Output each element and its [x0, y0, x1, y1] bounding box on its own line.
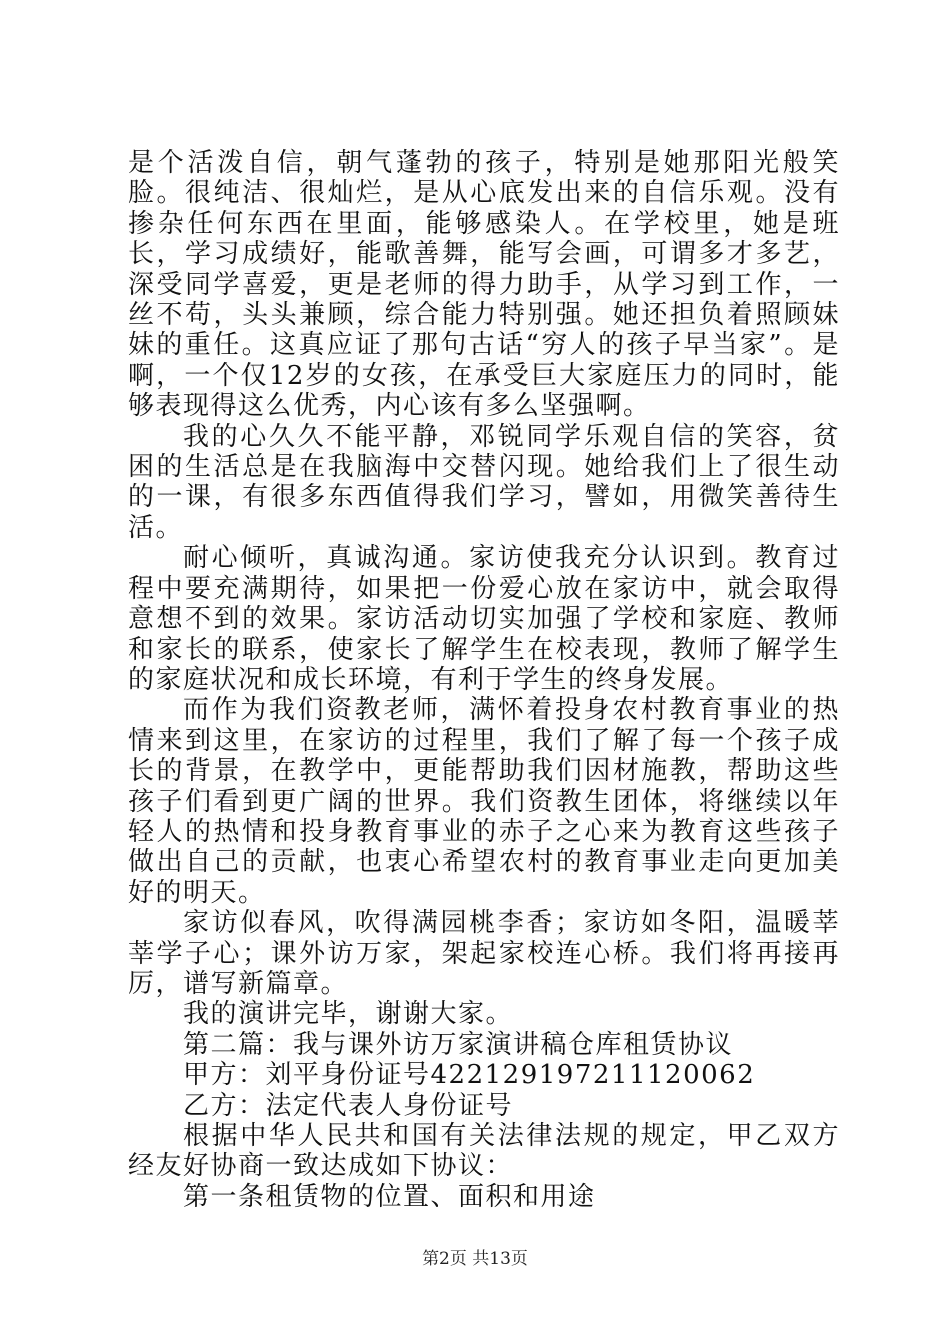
paragraph: 耐心倾听，真诚沟通。家访使我充分认识到。教育过程中要充满期待，如果把一份爱心放在家访中，就会取得意想不到的效果。家访活动切实加强了学校和家庭、教师和家长的联系，使家长了解学生在校表现，教师了解学生的家庭状况和成长环境，有利于学生的终身发展。 [128, 543, 840, 695]
party-b-line: 乙方：法定代表人身份证号 [183, 1090, 514, 1121]
paragraph: 根据中华人民共和国有关法律法规的规定，甲乙双方经友好协商一致达成如下协议： [128, 1121, 840, 1182]
document-body [128, 148, 840, 1212]
page-number-footer: 第2页 共13页 [422, 1249, 528, 1269]
party-a-line: 甲方：刘平身份证号422129197211120062 [183, 1060, 756, 1091]
paragraph: 我的心久久不能平静，邓锐同学乐观自信的笑容，贫困的生活总是在我脑海中交替闪现。她给我们上了很生动的一课，有很多东西值得我们学习，譬如，用微笑善待生活。 [128, 421, 840, 543]
section-heading: 第二篇：我与课外访万家演讲稿仓库租赁协议 [183, 1029, 734, 1060]
paragraph: 而作为我们资教老师，满怀着投身农村教育事业的热情来到这里，在家访的过程里，我们了解了每一个孩子成长的背景，在教学中，更能帮助我们因材施教，帮助这些孩子们看到更广阔的世界。我们资教生团体，将继续以年轻人的热情和投身教育事业的赤子之心来为教育这些孩子做出自己的贡献，也衷心希望农村的教育事业走向更加美好的明天。 [128, 695, 840, 908]
article-heading: 第一条租赁物的位置、面积和用途 [183, 1181, 596, 1212]
paragraph-continuation: 是个活泼自信，朝气蓬勃的孩子，特别是她那阳光般笑脸。很纯洁、很灿烂，是从心底发出来的自信乐观。没有掺杂任何东西在里面，能够感染人。在学校里，她是班长，学习成绩好，能歌善舞，能写会画，可谓多才多艺，深受同学喜爱，更是老师的得力助手，从学习到工作，一丝不苟，头头兼顾，综合能力特别强。她还担负着照顾妹妹的重任。这真应证了那句古话“穷人的孩子早当家”。是啊，一个仅12岁的女孩，在承受巨大家庭压力的同时，能够表现得这么优秀，内心该有多么坚强啊。 [128, 148, 840, 422]
paragraph: 家访似春风，吹得满园桃李香；家访如冬阳，温暖莘莘学子心；课外访万家，架起家校连心桥。我们将再接再厉，谱写新篇章。 [128, 908, 840, 999]
paragraph: 我的演讲完毕，谢谢大家。 [183, 999, 514, 1030]
